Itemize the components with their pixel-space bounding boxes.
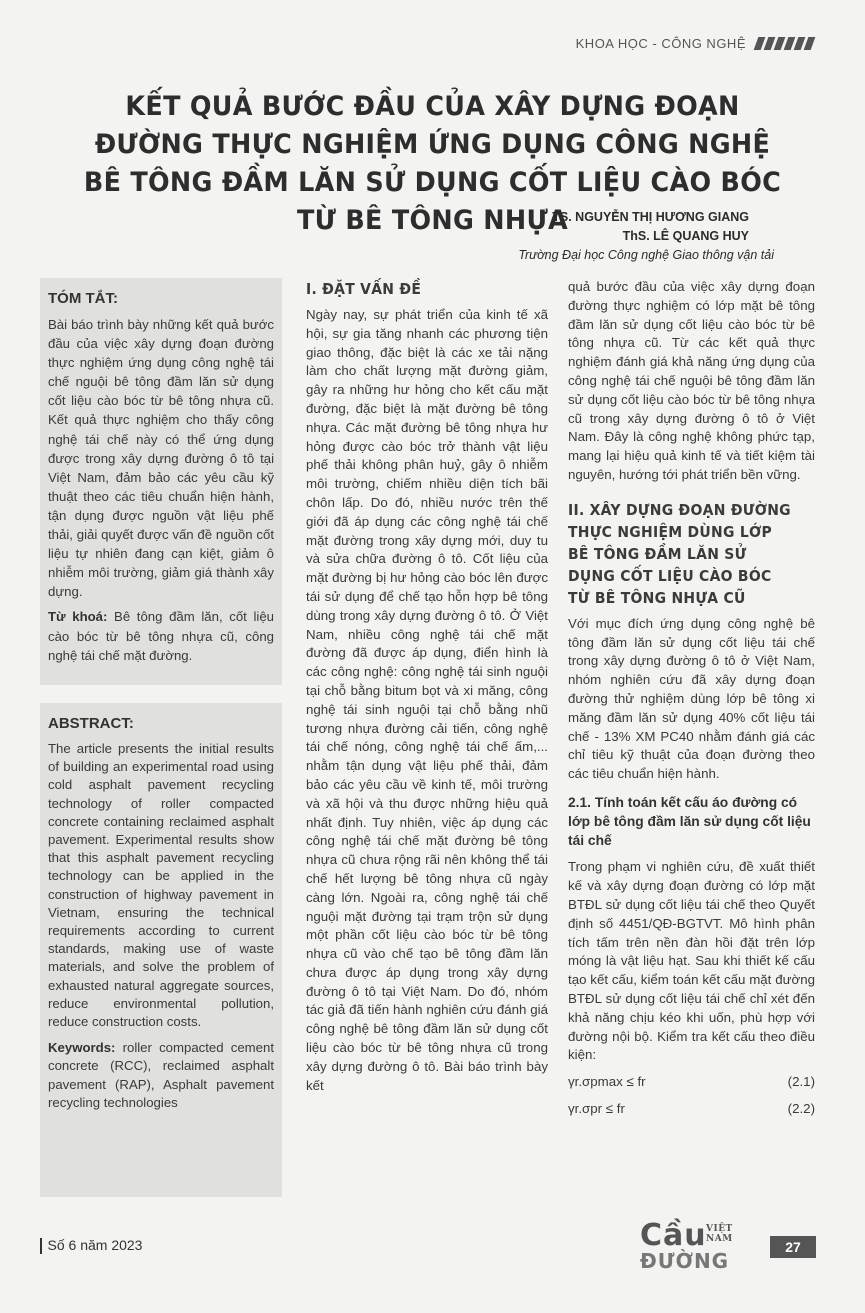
abstract-en-keywords xyxy=(48,1039,274,1112)
authors-block xyxy=(518,208,774,265)
author-2: ThS. LÊ QUANG HUY xyxy=(622,229,749,243)
logo-line-2: ĐƯỜNG xyxy=(640,1249,730,1273)
formula-2-1-number: (2.1) xyxy=(787,1074,815,1090)
section-label: KHOA HỌC - CÔNG NGHỆ xyxy=(575,36,746,51)
issue-label: Số 6 năm 2023 xyxy=(47,1237,143,1253)
summary-vi-body: Bài báo trình bày những kết quả bước đầu của việc xây dựng đoạn đường thực nghiệm ứng dụng công nghệ tái chế nguội bê tông đầm lăn sử dụng cốt liệu cào bóc từ bê tông nhựa cũ. Kết quả thực nghiệm cho thấy công nghệ tái chế này có thể ứng dụng được trong xây dựng đường ô tô tại Việt Nam, đảm bảo các yêu cầu kỹ thuật theo các tiêu chuẩn hiện hành, tận dụng được nguồn vật liệu phế thải, giải quyết được vấn đề nguồn cốt liệu tự nhiên đang cạn kiệt, giảm ô nhiễm môi trường, giảm giá thành xây dựng. xyxy=(48,317,274,600)
section-2-body: Với mục đích ứng dụng công nghệ bê tông đầm lăn sử dụng cốt liệu tái chế trong xây dựng đường ô tô ở Việt Nam, nhóm nghiên cứu đã xây dựng đoạn đường thử nghiệm dùng lớp bê tông xi măng đầm lăn sử dụng 40% cốt liệu tái chế - 13% XM PC40 nhằm đánh giá các chỉ tiêu kỹ thuật của đoạn đường theo các tiêu chuẩn hiện hành. xyxy=(568,615,815,782)
page-number: 27 xyxy=(770,1236,816,1258)
abstract-en-heading: ABSTRACT: xyxy=(48,715,134,732)
summary-vi-keywords xyxy=(48,607,274,664)
formula-2-2-expr: γr.σpr ≤ fr xyxy=(568,1100,625,1116)
article-title: KẾT QUẢ BƯỚC ĐẦU CỦA XÂY DỰNG ĐOẠN ĐƯỜNG THỰC NGHIỆM ỨNG DỤNG CÔNG NGHỆ BÊ TÔNG ĐẦM LĂN SỬ DỤNG CỐT LIỆU CÀO BÓC TỪ BÊ TÔNG NHỰA xyxy=(83,91,782,236)
keywords-en-label: Keywords: xyxy=(48,1040,116,1056)
section-1-heading: I. ĐẶT VẤN ĐỀ xyxy=(306,280,422,298)
magazine-logo xyxy=(640,1218,760,1274)
subsection-2-1-heading: 2.1. Tính toán kết cấu áo đường có lớp bê tông đầm lăn sử dụng cốt liệu tái chế xyxy=(568,794,811,848)
issue-footer xyxy=(40,1237,142,1254)
formula-2-1-expr: γr.σpmax ≤ fr xyxy=(568,1074,646,1090)
column-section-2 xyxy=(568,278,815,1119)
subsection-2-1-body: Trong phạm vi nghiên cứu, đề xuất thiết kế và xây dựng đoạn đường có lớp mặt BTĐL sử dụng cốt liệu tái chế theo Quyết định số 4451/QĐ-BGTVT. Mô hình phân tích tấm trên nền đàn hồi đặt trên lớp móng là vật liệu hạt. Sau khi thiết kế cấu tạo kết cấu, kiểm toán kết cấu mặt đường BTĐL sử dụng cốt liệu tái chế chỉ xét đến khả năng chịu kéo khi uốn, phù hợp với đường nội bộ. Kiểm tra kết cấu theo điều kiện: xyxy=(568,859,815,1063)
footer-divider xyxy=(40,1238,42,1254)
section-1-continued: quả bước đầu của việc xây dựng đoạn đường thực nghiệm có lớp mặt bê tông đầm lăn sử dụng cốt liệu cào bóc từ bê tông nhựa cũ. Từ các kết quả thực nghiệm đánh giá khả năng ứng dụng của công nghệ tái chế nguội bê tông đầm lăn sử dụng cốt liệu cào bóc từ bê tông nhựa cũ trong xây dựng đường ô tô ở Việt Nam. Đây là công nghệ không phức tạp, mang lại hiệu quả kinh tế và tiết kiệm tài nguyên, hướng tới phát triển bền vững. xyxy=(568,279,815,482)
abstract-en-box xyxy=(40,703,282,1197)
formula-2-1 xyxy=(568,1073,815,1092)
formula-2-2-number: (2.2) xyxy=(787,1100,815,1116)
section-1-body: Ngày nay, sự phát triển của kinh tế xã hội, sự gia tăng nhanh các phương tiện giao thông, đặc biệt là các xe tải nặng làm cho chất lượng mặt đường giảm, gây ra những hư hỏng cho kết cấu mặt đường, đặc biệt là mặt đường bê tông nhựa. Các mặt đường bê tông nhựa hư hỏng được cào bóc trở thành vật liệu phế thải không phân huỷ, gây ô nhiễm môi trường, chiếm nhiều diện tích bãi chôn lấp. Do đó, nhiều nước trên thế giới đã áp dụng các công nghệ tái chế mặt đường trong xây dựng mới, duy tu và sửa chữa đường ô tô. Cốt liệu của mặt đường bị hư hỏng cào bóc lên được tái sử dụng để chế tạo hỗn hợp bê tông dùng trong xây dựng đường ô tô. Ở Việt Nam, nhiều công nghệ tái chế mặt đường đã được áp dụng, điển hình là các công nghệ: công nghệ tái sinh nguội tại chỗ bằng bitum bọt và xi măng, công nghệ tái sinh nguội tại chỗ bằng nhũ tương nhựa đường cải tiến, công nghệ tái chế nóng, công nghệ tái chế ấm,... nhằm tận dụng vật liệu phế thải, đảm bảo các yêu cầu về kinh tế, môi trường và xã hội và thu được những hiệu quả nhất định. Tuy nhiên, việc áp dụng các công nghệ tái chế mặt đường bê tông nhựa cũ chưa rộng rãi nên không thể tái chế hết lượng bê tông nhựa cũ ngày càng lớn. Ngoài ra, công nghệ tái chế nguội mặt đường tại trạm trộn sử dụng một phần cốt liệu cào bóc từ bê tông nhựa cũ vào chế tạo bê tông đầm lăn chưa được áp dụng trong xây dựng đường ô tô tại Việt Nam. Do đó, nhóm tác giả đã tiến hành nghiên cứu đánh giá công nghệ bê tông đầm lăn sử dụng cốt liệu cào bóc từ bê tông nhựa cũ trong xây dựng đường ô tô. Bài báo trình bày kết xyxy=(306,307,548,1093)
author-affiliation: Trường Đại học Công nghệ Giao thông vận tải xyxy=(518,248,774,262)
formula-2-2 xyxy=(568,1100,815,1119)
keywords-vi-label: Từ khoá: xyxy=(48,609,108,625)
logo-line-1: Cầu xyxy=(640,1218,707,1253)
keywords-vi-text: Bê tông đầm lăn, cốt liệu cào bóc từ bê tông nhựa cũ, công nghệ tái chế mặt đường. xyxy=(48,609,274,663)
abstract-en-body: The article presents the initial results of building an experimental road using cold asphalt pavement recycling technology of roller compacted concrete containing reclaimed asphalt pavement. Experimental results show that this asphalt pavement recycling technology can be applied in the construction of highway pavement in Vietnam, ensuring the technical requirements according to current standards, making use of waste materials, and solve the problem of exhausted natural aggregate sources, reduce environmental pollution, reduce construction costs. xyxy=(48,741,274,1030)
keywords-en-text: roller compacted cement concrete (RCC), reclaimed asphalt pavement (RAP), Asphalt pavement recycling technologies xyxy=(48,1040,274,1110)
summary-vi-box xyxy=(40,278,282,685)
author-1: TS. NGUYỄN THỊ HƯƠNG GIANG xyxy=(552,210,749,224)
stripes-decoration xyxy=(756,37,813,50)
summary-vi-heading: TÓM TẮT: xyxy=(48,290,118,307)
logo-vietnam: VIỆT NAM xyxy=(706,1224,733,1244)
column-section-1 xyxy=(306,278,548,1095)
section-header xyxy=(576,36,813,51)
section-2-heading: II. XÂY DỰNG ĐOẠN ĐƯỜNG THỰC NGHIỆM DÙNG LỚP BÊ TÔNG ĐẦM LĂN SỬ DỤNG CỐT LIỆU CÀO BÓC TỪ BÊ TÔNG NHỰA CŨ xyxy=(568,500,791,607)
